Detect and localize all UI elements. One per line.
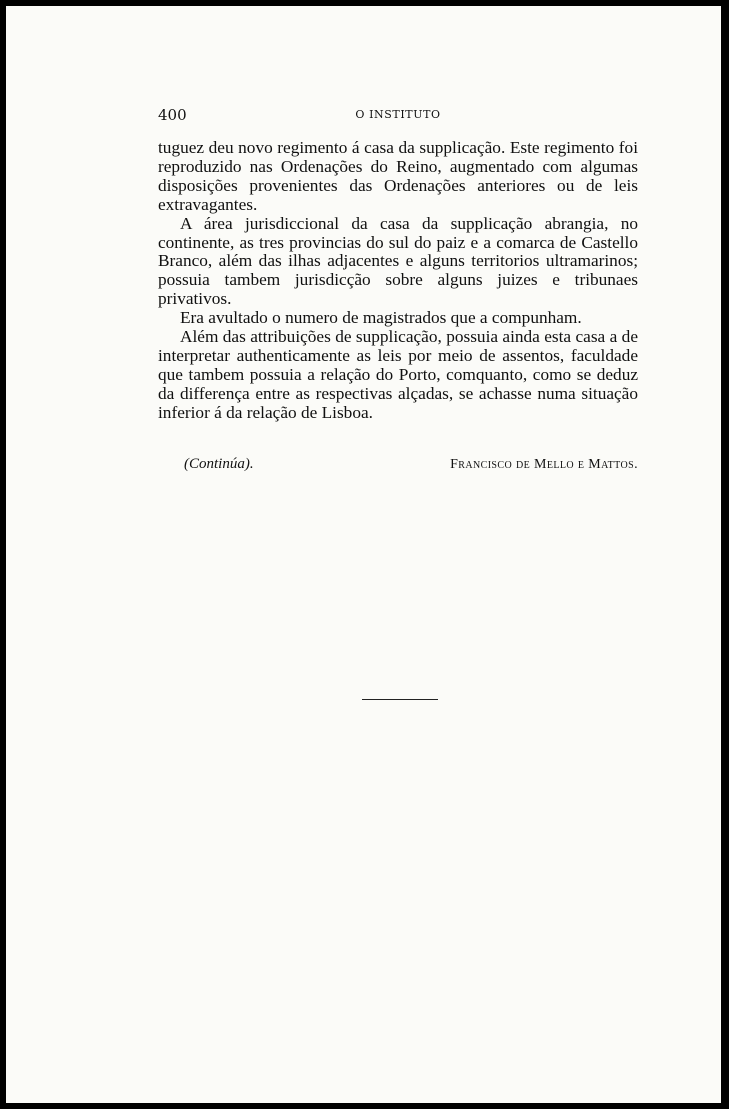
document-page (6, 6, 721, 1103)
page-header (158, 106, 638, 126)
author-signature: Francisco de Mello e Mattos. (450, 457, 638, 472)
body-text (158, 139, 638, 423)
page-number: 400 (158, 106, 187, 124)
section-divider (362, 699, 438, 700)
continuation-note: (Continúa). (184, 456, 254, 472)
signature-line (158, 456, 638, 478)
paragraph-4: Além das attribuições de supplicação, possuia ainda esta casa a de interpretar authenticamente as leis por meio de assentos, faculdade que tambem possuia a relação do Porto, comquanto, como se deduz da differença entre as respectivas alçadas, se achasse numa situação inferior á da relação de Lisboa. (158, 327, 638, 422)
paragraph-1: tuguez deu novo regimento á casa da supplicação. Este regimento foi reproduzido nas Ordenações do Reino, augmentado com algumas disposições provenientes das Ordenações anteriores ou de leis extravagantes. (158, 138, 638, 214)
paragraph-3: Era avultado o numero de magistrados que a compunham. (180, 308, 582, 328)
running-title: O INSTITUTO (355, 108, 441, 121)
paragraph-2: A área jurisdiccional da casa da supplicação abrangia, no continente, as tres provincias do sul do paiz e a comarca de Castello Branco, além das ilhas adjacentes e alguns territorios ultramarinos; possuia tambem jurisdicção sobre alguns juizes e tribunaes privativos. (158, 213, 638, 309)
